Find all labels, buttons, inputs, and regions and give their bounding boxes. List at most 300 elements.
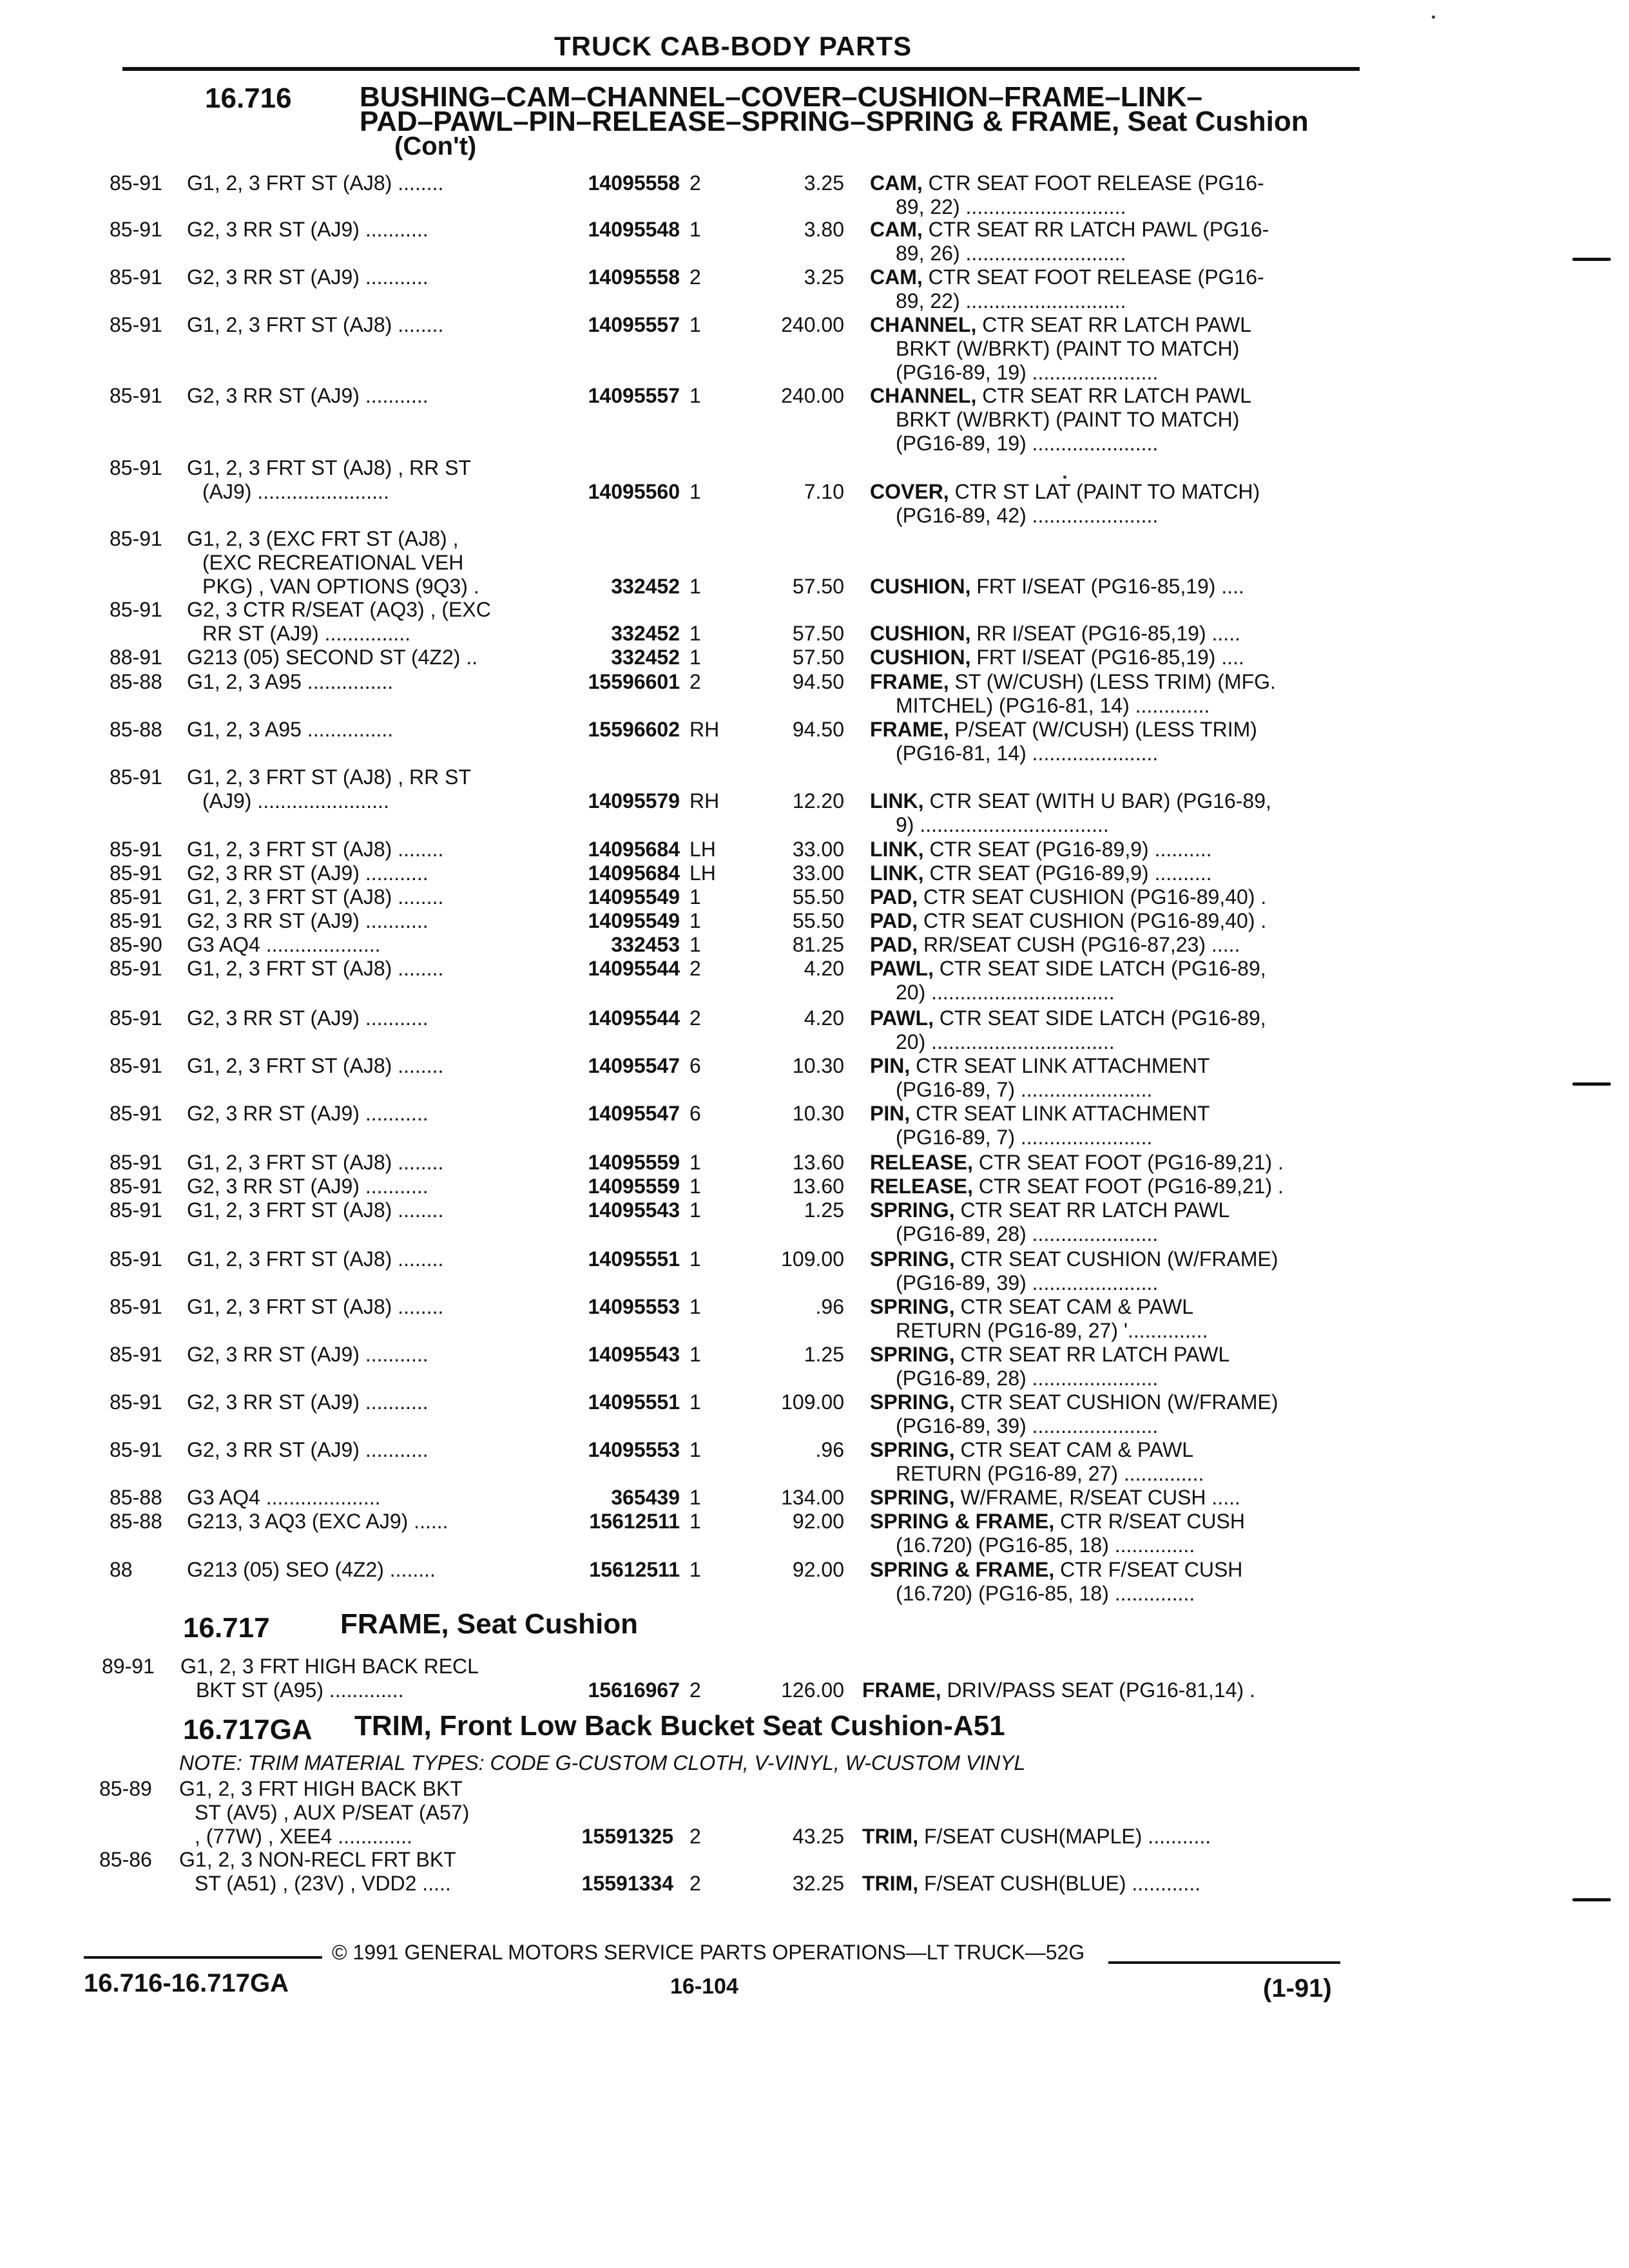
- entry-years: 85-91: [110, 527, 162, 550]
- entry-qty: 2: [689, 670, 701, 693]
- entry-applicability: [187, 1390, 561, 1414]
- entry-price: 4.20: [804, 1006, 844, 1030]
- entry-description: [870, 1247, 1353, 1295]
- entry-part-number: 15596601: [588, 670, 680, 693]
- entry-qty: 2: [689, 1872, 701, 1895]
- applic-line: G2, 3 RR ST (AJ9) ...........: [187, 384, 429, 407]
- applic-line: (EXC RECREATIONAL VEH: [202, 551, 464, 574]
- desc-text: CTR SEAT CUSHION (W/FRAME): [954, 1390, 1278, 1414]
- part-name: CUSHION,: [870, 575, 971, 598]
- entry-price: 109.00: [781, 1390, 844, 1414]
- part-name: PAD,: [870, 933, 918, 956]
- entry-price: 3.25: [804, 265, 844, 289]
- entry-price: 13.60: [792, 1175, 844, 1198]
- part-name: CAM,: [870, 218, 923, 241]
- entry-part-number: 332452: [611, 646, 680, 669]
- entry-price: 126.00: [781, 1678, 844, 1702]
- applic-line: G2, 3 RR ST (AJ9) ...........: [187, 265, 429, 289]
- entry-applicability: [187, 1558, 561, 1582]
- entry-applicability: [187, 1151, 561, 1175]
- entry-qty: 1: [689, 1486, 701, 1509]
- applic-line: G1, 2, 3 FRT ST (AJ8) ........: [187, 1198, 444, 1222]
- entry-description: [870, 957, 1353, 1004]
- entry-description: [870, 1438, 1353, 1486]
- entry-price: 57.50: [792, 575, 844, 598]
- applic-line: G2, 3 RR ST (AJ9) ...........: [187, 1438, 429, 1461]
- entry-applicability: [187, 313, 561, 337]
- entry-description: [870, 1175, 1353, 1198]
- desc-text: W/FRAME, R/SEAT CUSH .....: [954, 1486, 1240, 1509]
- entry-years: 85-91: [110, 265, 162, 289]
- entry-applicability: [187, 1486, 561, 1510]
- part-name: PAWL,: [870, 957, 934, 980]
- part-name: TRIM,: [862, 1825, 919, 1848]
- part-name: SPRING,: [870, 1343, 955, 1366]
- entry-qty: 1: [689, 1343, 701, 1366]
- desc-line: (16.720) (PG16-85, 18) ..............: [896, 1582, 1195, 1605]
- desc-line: 89, 22) ............................: [896, 289, 1126, 312]
- entry-years: 85-89: [99, 1777, 152, 1800]
- copyright-line: © 1991 GENERAL MOTORS SERVICE PARTS OPERATIONS—LT TRUCK—52G: [332, 1941, 1085, 1964]
- entry-price: 240.00: [781, 313, 844, 336]
- entry-qty: 6: [689, 1054, 701, 1077]
- part-name: CAM,: [870, 171, 923, 195]
- entry-part-number: 365439: [611, 1486, 680, 1509]
- desc-line: RETURN (PG16-89, 27) ..............: [896, 1462, 1204, 1485]
- entry-description: [870, 1486, 1353, 1510]
- applic-line: G2, 3 RR ST (AJ9) ...........: [187, 1390, 429, 1414]
- applic-line: G2, 3 RR ST (AJ9) ...........: [187, 1343, 429, 1366]
- entry-description: [870, 1198, 1353, 1246]
- entry-qty: 1: [689, 1558, 701, 1581]
- desc-text: RR I/SEAT (PG16-85,19) .....: [970, 622, 1240, 645]
- entry-part-number: 14095558: [588, 171, 680, 195]
- entry-description: [870, 861, 1353, 885]
- desc-line: BRKT (W/BRKT) (PAINT TO MATCH): [896, 337, 1240, 360]
- entry-applicability: [187, 1295, 561, 1319]
- part-name: SPRING,: [870, 1295, 955, 1318]
- entry-part-number: 14095559: [588, 1151, 680, 1174]
- desc-line: (PG16-89, 39) ......................: [896, 1414, 1159, 1437]
- applic-line: BKT ST (A95) .............: [196, 1678, 404, 1702]
- part-name: PIN,: [870, 1102, 911, 1125]
- desc-text: CTR R/SEAT CUSH: [1054, 1510, 1245, 1533]
- entry-price: 12.20: [792, 789, 844, 812]
- entry-price: 3.25: [804, 171, 844, 195]
- applic-line: G3 AQ4 ....................: [187, 1486, 381, 1509]
- applic-line: G1, 2, 3 A95 ...............: [187, 670, 394, 693]
- entry-qty: 2: [689, 1006, 701, 1030]
- entry-applicability: [187, 527, 561, 599]
- entry-applicability: [187, 670, 561, 694]
- applic-line: G1, 2, 3 FRT ST (AJ8) ........: [187, 838, 444, 861]
- desc-text: P/SEAT (W/CUSH) (LESS TRIM): [949, 718, 1257, 741]
- desc-text: FRT I/SEAT (PG16-85,19) ....: [970, 646, 1244, 669]
- entry-years: 85-91: [110, 384, 162, 407]
- entry-price: 57.50: [792, 646, 844, 669]
- footer-section-range: 16.716-16.717GA: [84, 1969, 289, 1997]
- applic-line: G3 AQ4 ....................: [187, 933, 381, 956]
- entry-part-number: 14095557: [588, 384, 680, 407]
- applic-line: G1, 2, 3 NON-RECL FRT BKT: [179, 1848, 456, 1871]
- part-name: CHANNEL,: [870, 384, 977, 407]
- part-name: LINK,: [870, 789, 924, 812]
- part-name: SPRING & FRAME,: [870, 1510, 1055, 1533]
- desc-line: (PG16-89, 19) ......................: [896, 432, 1159, 455]
- entry-applicability: [187, 456, 561, 504]
- desc-text: CTR SEAT (PG16-89,9) ..........: [923, 861, 1212, 885]
- part-name: RELEASE,: [870, 1151, 974, 1174]
- desc-text: CTR SEAT FOOT (PG16-89,21) .: [973, 1175, 1284, 1198]
- section-title: [354, 1710, 1005, 1742]
- entry-qty: 1: [689, 622, 701, 645]
- entry-description: [870, 1006, 1353, 1054]
- part-name: CUSHION,: [870, 646, 971, 669]
- entry-description: [862, 1872, 1345, 1896]
- entry-description: [870, 718, 1353, 765]
- entry-part-number: 14095557: [588, 313, 680, 336]
- part-name: LINK,: [870, 861, 924, 885]
- applic-line: RR ST (AJ9) ...............: [202, 622, 411, 645]
- desc-text: CTR SEAT RR LATCH PAWL: [954, 1343, 1230, 1366]
- desc-text: CTR SEAT FOOT RELEASE (PG16-: [922, 265, 1264, 289]
- applic-line: G1, 2, 3 FRT ST (AJ8) ........: [187, 885, 444, 908]
- desc-text: CTR SEAT (WITH U BAR) (PG16-89,: [923, 789, 1271, 812]
- entry-applicability: [187, 1198, 561, 1222]
- entry-price: 1.25: [804, 1343, 844, 1366]
- entry-price: 10.30: [792, 1102, 844, 1125]
- entry-description: [870, 218, 1353, 265]
- entry-years: 85-88: [110, 718, 162, 741]
- entry-part-number: 332453: [611, 933, 680, 956]
- entry-description: [870, 171, 1353, 219]
- entry-years: 85-91: [110, 171, 162, 195]
- part-name: SPRING,: [870, 1247, 955, 1271]
- applic-line: G2, 3 RR ST (AJ9) ...........: [187, 861, 429, 885]
- entry-applicability: [187, 909, 561, 933]
- entry-part-number: 15612511: [589, 1510, 680, 1533]
- section-number: 16.716: [205, 82, 292, 114]
- entry-years: 89-91: [102, 1655, 155, 1678]
- entry-qty: 1: [689, 575, 701, 598]
- entry-years: 85-91: [110, 1175, 162, 1198]
- entry-qty: RH: [689, 718, 720, 741]
- entry-part-number: 14095548: [588, 218, 680, 241]
- entry-part-number: 14095684: [588, 838, 680, 861]
- entry-description: [870, 1102, 1353, 1149]
- trim-material-note: NOTE: TRIM MATERIAL TYPES: CODE G-CUSTOM CLOTH, V-VINYL, W-CUSTOM VINYL: [179, 1751, 1026, 1774]
- desc-text: CTR SEAT SIDE LATCH (PG16-89,: [933, 1006, 1266, 1030]
- entry-years: 85-91: [110, 1102, 162, 1125]
- entry-description: [870, 1390, 1353, 1438]
- entry-applicability: [187, 957, 561, 981]
- applic-line: G1, 2, 3 FRT ST (AJ8) ........: [187, 1247, 444, 1271]
- applic-line: G1, 2, 3 A95 ...............: [187, 718, 394, 741]
- entry-applicability: [187, 1438, 561, 1462]
- entry-years: 85-91: [110, 313, 162, 336]
- desc-line: (PG16-89, 39) ......................: [896, 1271, 1159, 1294]
- entry-applicability: [187, 885, 561, 909]
- part-name: SPRING,: [870, 1486, 955, 1509]
- entry-years: 85-91: [110, 1438, 162, 1461]
- entry-part-number: 14095579: [588, 789, 680, 812]
- desc-text: CTR SEAT LINK ATTACHMENT: [910, 1054, 1210, 1077]
- applic-line: G1, 2, 3 FRT HIGH BACK RECL: [180, 1655, 479, 1678]
- entry-price: 109.00: [781, 1247, 844, 1271]
- entry-qty: 2: [689, 265, 701, 289]
- applic-line: G1, 2, 3 FRT ST (AJ8) ........: [187, 1295, 444, 1318]
- entry-part-number: 14095543: [588, 1343, 680, 1366]
- part-name: RELEASE,: [870, 1175, 974, 1198]
- entry-description: [870, 575, 1353, 599]
- entry-description: [870, 838, 1353, 861]
- entry-price: 3.80: [804, 218, 844, 241]
- entry-price: 92.00: [792, 1558, 844, 1581]
- desc-text: FRT I/SEAT (PG16-85,19) ....: [970, 575, 1244, 598]
- entry-description: [870, 1151, 1353, 1175]
- entry-description: [870, 313, 1353, 385]
- entry-applicability: [187, 1054, 561, 1078]
- entry-description: [870, 1510, 1353, 1557]
- desc-line: (PG16-89, 28) ......................: [896, 1222, 1159, 1245]
- part-name: PIN,: [870, 1054, 911, 1077]
- entry-part-number: 14095553: [588, 1438, 680, 1461]
- applic-line: ST (AV5) , AUX P/SEAT (A57): [195, 1801, 470, 1824]
- scan-speck: [1432, 15, 1435, 19]
- entry-price: 81.25: [792, 933, 844, 956]
- entry-description: [870, 384, 1353, 456]
- entry-part-number: 14095551: [588, 1247, 680, 1271]
- entry-qty: 1: [689, 313, 701, 336]
- page-title: TRUCK CAB-BODY PARTS: [554, 31, 912, 61]
- entry-part-number: 14095551: [588, 1390, 680, 1414]
- entry-years: 85-91: [110, 1295, 162, 1318]
- entry-years: 85-91: [110, 1343, 162, 1366]
- entry-description: [870, 646, 1353, 669]
- desc-text: CTR SEAT RR LATCH PAWL: [976, 384, 1252, 407]
- entry-qty: 1: [689, 1175, 701, 1198]
- desc-text: CTR SEAT RR LATCH PAWL: [954, 1198, 1230, 1222]
- entry-price: 13.60: [792, 1151, 844, 1174]
- part-name: COVER,: [870, 480, 949, 503]
- section-title-line: TRIM, Front Low Back Bucket Seat Cushion-A51: [354, 1710, 1005, 1742]
- entry-part-number: 14095549: [588, 909, 680, 932]
- entry-applicability: [187, 1102, 561, 1126]
- entry-part-number: 15591325: [581, 1825, 673, 1848]
- entry-years: 85-91: [110, 885, 162, 908]
- entry-price: 10.30: [792, 1054, 844, 1077]
- desc-text: CTR SEAT CUSHION (PG16-89,40) .: [918, 909, 1267, 932]
- applic-line: G1, 2, 3 FRT ST (AJ8) ........: [187, 313, 444, 336]
- page-number: 16-104: [670, 1974, 738, 1999]
- entry-qty: 1: [689, 1295, 701, 1318]
- desc-text: CTR SEAT CUSHION (PG16-89,40) .: [918, 885, 1267, 908]
- desc-text: F/SEAT CUSH(BLUE) ............: [918, 1872, 1201, 1895]
- entry-price: 1.25: [804, 1198, 844, 1222]
- desc-line: 9) .................................: [896, 813, 1109, 836]
- applic-line: ST (A51) , (23V) , VDD2 .....: [195, 1872, 451, 1895]
- desc-text: DRIV/PASS SEAT (PG16-81,14) .: [941, 1678, 1255, 1702]
- entry-applicability: [187, 861, 561, 885]
- title-rule: [122, 67, 1360, 71]
- entry-applicability: [187, 1175, 561, 1198]
- entry-description: [870, 265, 1353, 313]
- entry-years: 85-91: [110, 1054, 162, 1077]
- entry-description: [870, 1054, 1353, 1102]
- entry-qty: 1: [689, 384, 701, 407]
- entry-applicability: [187, 218, 561, 242]
- entry-price: .96: [815, 1438, 844, 1461]
- section-title-line: FRAME, Seat Cushion: [340, 1608, 639, 1640]
- entry-qty: 1: [689, 646, 701, 669]
- desc-text: CTR ST LAT (PAINT TO MATCH): [949, 480, 1260, 503]
- entry-description: [870, 933, 1353, 957]
- entry-qty: 1: [689, 480, 701, 503]
- desc-text: CTR SEAT RR LATCH PAWL (PG16-: [922, 218, 1269, 241]
- footer-rule-left: [84, 1956, 322, 1959]
- applic-line: (AJ9) .......................: [202, 789, 389, 812]
- applic-line: G213 (05) SECOND ST (4Z2) ..: [187, 646, 478, 669]
- entry-part-number: 14095558: [588, 265, 680, 289]
- entry-price: 240.00: [781, 384, 844, 407]
- binding-mark: [1572, 258, 1611, 261]
- desc-line: (PG16-81, 14) ......................: [896, 742, 1159, 765]
- scan-speck: [1063, 476, 1066, 479]
- footer-rule-right: [1108, 1961, 1340, 1964]
- entry-part-number: 14095547: [588, 1054, 680, 1077]
- part-name: SPRING,: [870, 1438, 955, 1461]
- entry-applicability: [179, 1848, 553, 1896]
- applic-line: G1, 2, 3 FRT ST (AJ8) ........: [187, 1151, 444, 1174]
- entry-qty: 1: [689, 218, 701, 241]
- desc-line: (16.720) (PG16-85, 18) ..............: [896, 1533, 1195, 1557]
- part-name: PAD,: [870, 909, 918, 932]
- entry-qty: 1: [689, 1151, 701, 1174]
- entry-years: 85-86: [99, 1848, 152, 1871]
- entry-part-number: 14095560: [588, 480, 680, 503]
- part-name: CUSHION,: [870, 622, 971, 645]
- part-name: CAM,: [870, 265, 923, 289]
- entry-years: 85-91: [110, 1390, 162, 1414]
- entry-qty: 1: [689, 1247, 701, 1271]
- entry-price: 55.50: [792, 909, 844, 932]
- entry-price: .96: [815, 1295, 844, 1318]
- applic-line: G213, 3 AQ3 (EXC AJ9) ......: [187, 1510, 448, 1533]
- entry-price: 33.00: [792, 838, 844, 861]
- entry-years: 85-91: [110, 1006, 162, 1030]
- entry-applicability: [187, 171, 561, 195]
- entry-qty: 2: [689, 1678, 701, 1702]
- entry-applicability: [187, 765, 561, 813]
- applic-line: G1, 2, 3 FRT ST (AJ8) , RR ST: [187, 456, 471, 479]
- entry-years: 88-91: [110, 646, 162, 669]
- desc-line: (PG16-89, 7) .......................: [896, 1078, 1153, 1101]
- desc-text: CTR SEAT LINK ATTACHMENT: [910, 1102, 1210, 1125]
- entry-qty: 1: [689, 1390, 701, 1414]
- applic-line: G213 (05) SEO (4Z2) ........: [187, 1558, 436, 1581]
- entry-qty: 1: [689, 1510, 701, 1533]
- section-title-line: BUSHING–CAM–CHANNEL–COVER–CUSHION–FRAME–LINK–: [360, 81, 1202, 113]
- applic-line: PKG) , VAN OPTIONS (9Q3) .: [202, 575, 479, 598]
- entry-part-number: 14095544: [588, 1006, 680, 1030]
- entry-years: 85-91: [110, 456, 162, 479]
- binding-mark: [1572, 1082, 1611, 1086]
- entry-applicability: [187, 1247, 561, 1271]
- part-name: CHANNEL,: [870, 313, 977, 336]
- entry-years: 85-88: [110, 1486, 162, 1509]
- desc-text: CTR SEAT (PG16-89,9) ..........: [923, 838, 1212, 861]
- desc-line: RETURN (PG16-89, 27) '..............: [896, 1319, 1208, 1342]
- entry-years: 88: [110, 1558, 133, 1581]
- entry-price: 92.00: [792, 1510, 844, 1533]
- entry-description: [862, 1678, 1345, 1702]
- desc-text: CTR SEAT RR LATCH PAWL: [976, 313, 1252, 336]
- part-name: FRAME,: [870, 718, 949, 741]
- entry-years: 85-91: [110, 1247, 162, 1271]
- part-name: LINK,: [870, 838, 924, 861]
- part-name: SPRING & FRAME,: [870, 1558, 1055, 1581]
- entry-years: 85-91: [110, 765, 162, 789]
- entry-price: 7.10: [804, 480, 844, 503]
- part-name: PAWL,: [870, 1006, 934, 1030]
- part-name: FRAME,: [862, 1678, 941, 1702]
- entry-part-number: 14095544: [588, 957, 680, 980]
- entry-price: 43.25: [792, 1825, 844, 1848]
- entry-part-number: 15591334: [581, 1872, 673, 1895]
- entry-applicability: [187, 838, 561, 861]
- entry-applicability: [187, 933, 561, 957]
- entry-description: [870, 1558, 1353, 1606]
- entry-qty: 1: [689, 1438, 701, 1461]
- part-name: TRIM,: [862, 1872, 919, 1895]
- entry-part-number: 332452: [611, 622, 680, 645]
- entry-price: 4.20: [804, 957, 844, 980]
- desc-line: BRKT (W/BRKT) (PAINT TO MATCH): [896, 408, 1240, 431]
- entry-applicability: [179, 1777, 553, 1849]
- entry-years: 85-88: [110, 670, 162, 693]
- revision-date: (1-91): [1263, 1974, 1332, 2003]
- desc-text: CTR SEAT SIDE LATCH (PG16-89,: [933, 957, 1266, 980]
- desc-text: F/SEAT CUSH(MAPLE) ...........: [918, 1825, 1211, 1848]
- entry-qty: 1: [689, 1198, 701, 1222]
- entry-description: [870, 885, 1353, 909]
- desc-line: 89, 22) ............................: [896, 195, 1126, 218]
- entry-description: [870, 622, 1353, 646]
- entry-applicability: [187, 1510, 561, 1533]
- desc-line: (PG16-89, 19) ......................: [896, 361, 1159, 384]
- part-name: FRAME,: [870, 670, 949, 693]
- applic-line: G1, 2, 3 FRT ST (AJ8) ........: [187, 171, 444, 195]
- entry-price: 33.00: [792, 861, 844, 885]
- entry-qty: 6: [689, 1102, 701, 1125]
- applic-line: G1, 2, 3 FRT HIGH BACK BKT: [179, 1777, 463, 1800]
- entry-years: 85-91: [110, 218, 162, 241]
- entry-part-number: 14095559: [588, 1175, 680, 1198]
- desc-text: ST (W/CUSH) (LESS TRIM) (MFG.: [949, 670, 1276, 693]
- desc-line: MITCHEL) (PG16-81, 14) .............: [896, 694, 1210, 717]
- applic-line: G1, 2, 3 FRT ST (AJ8) ........: [187, 957, 444, 980]
- entry-price: 32.25: [792, 1872, 844, 1895]
- entry-qty: 1: [689, 933, 701, 956]
- desc-text: CTR SEAT FOOT (PG16-89,21) .: [973, 1151, 1284, 1174]
- section-title-line: PAD–PAWL–PIN–RELEASE–SPRING–SPRING & FRAME, Seat Cushion: [360, 106, 1309, 137]
- entry-qty: 1: [689, 909, 701, 932]
- entry-part-number: 15612511: [589, 1558, 680, 1581]
- entry-applicability: [187, 646, 561, 669]
- desc-text: CTR F/SEAT CUSH: [1054, 1558, 1243, 1581]
- entry-price: 94.50: [792, 718, 844, 741]
- section-title-line: (Con't): [394, 132, 477, 160]
